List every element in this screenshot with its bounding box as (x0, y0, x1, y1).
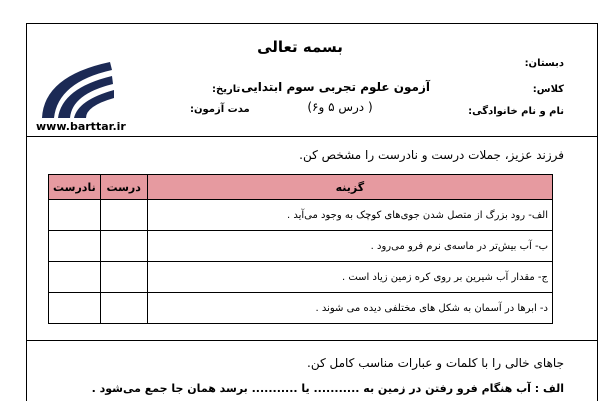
exam-title: آزمون علوم تجربی سوم ابتدایی (241, 80, 430, 94)
true-false-table (48, 174, 553, 324)
false-cell[interactable] (49, 262, 101, 293)
col-false-header: نادرست (49, 175, 101, 200)
false-cell[interactable] (49, 231, 101, 262)
school-label: دبستان: (524, 58, 564, 69)
logo-icon (36, 56, 116, 120)
class-label: کلاس: (532, 84, 564, 95)
table-row (49, 293, 553, 324)
col-true-header: درست (100, 175, 147, 200)
true-cell[interactable] (100, 293, 147, 324)
date-label: تاریخ: (212, 84, 241, 95)
page-title: بسمه تعالی (257, 38, 343, 56)
table-row (49, 262, 553, 293)
name-label: نام و نام خانوادگی: (468, 106, 564, 117)
false-cell[interactable] (49, 200, 101, 231)
website-link[interactable]: www.barttar.ir (36, 120, 126, 133)
table-header-row (49, 175, 553, 200)
statement-c: ج- مقدار آب شیرین بر روی کره زمین زیاد است . (147, 262, 552, 293)
statement-d: د- ابرها در آسمان به شکل های مختلفی دیده می شوند . (147, 293, 552, 324)
section-divider (26, 340, 597, 341)
lesson-range: ( درس ۵ و۶) (307, 100, 373, 114)
duration-label: مدت آزمون: (190, 104, 250, 115)
table-row (49, 231, 553, 262)
statement-a: الف- رود بزرگ از متصل شدن جوی‌های کوچک به وجود می‌آید . (147, 200, 552, 231)
true-cell[interactable] (100, 262, 147, 293)
section2-instruction: جاهای خالی را با کلمات و عبارات مناسب کامل کن. (307, 356, 564, 370)
false-cell[interactable] (49, 293, 101, 324)
statement-b: ب- آب بیش‌تر در ماسه‌ی نرم فرو می‌رود . (147, 231, 552, 262)
section1-instruction: فرزند عزیز، جملات درست و نادرست را مشخص کن. (299, 148, 564, 162)
table-row (49, 200, 553, 231)
col-option-header: گزینه (147, 175, 552, 200)
header-divider (26, 136, 597, 137)
true-cell[interactable] (100, 231, 147, 262)
true-cell[interactable] (100, 200, 147, 231)
fill-blank-a: الف : آب هنگام فرو رفتن در زمین به ........... یا ........... برسد همان جا جمع می‌شود . (91, 382, 564, 395)
